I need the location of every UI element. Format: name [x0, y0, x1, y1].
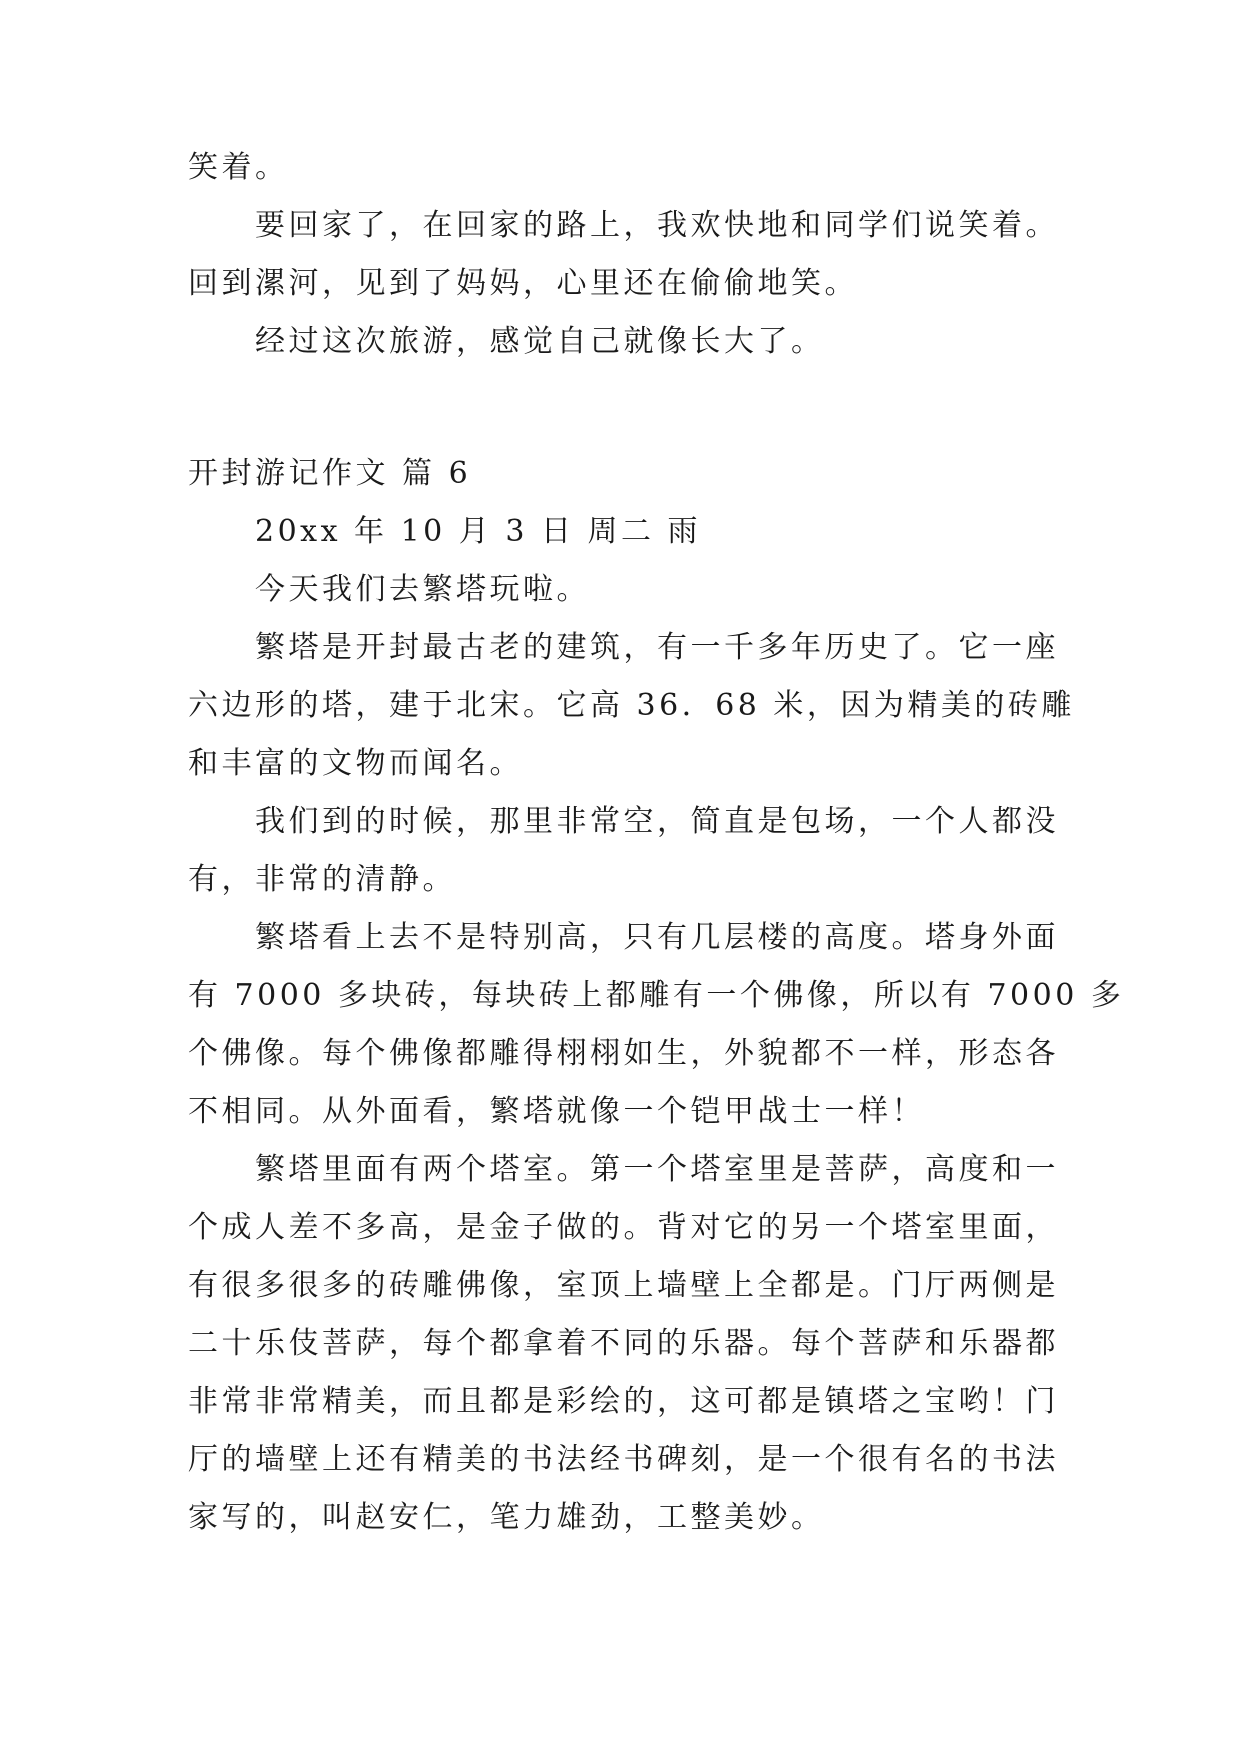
text-line: 非常非常精美，而且都是彩绘的，这可都是镇塔之宝哟！门: [188, 1384, 1059, 1419]
date-line: 20xx 年 10 月 3 日 周二 雨: [255, 514, 702, 549]
paragraph-first-line: 经过这次旅游，感觉自己就像长大了。: [255, 324, 825, 359]
paragraph-first-line: 繁塔里面有两个塔室。第一个塔室里是菩萨，高度和一: [255, 1152, 1059, 1187]
text-line: 有很多很多的砖雕佛像，室顶上墙壁上全都是。门厅两侧是: [188, 1268, 1059, 1303]
text-line: 个佛像。每个佛像都雕得栩栩如生，外貌都不一样，形态各: [188, 1036, 1059, 1071]
text-line: 厅的墙壁上还有精美的书法经书碑刻，是一个很有名的书法: [188, 1442, 1059, 1477]
text-line: 个成人差不多高，是金子做的。背对它的另一个塔室里面，: [188, 1210, 1059, 1245]
text-line: 和丰富的文物而闻名。: [188, 746, 523, 781]
text-line: 笑着。: [188, 150, 289, 185]
paragraph-first-line: 繁塔看上去不是特别高，只有几层楼的高度。塔身外面: [255, 920, 1059, 955]
paragraph-first-line: 我们到的时候，那里非常空，简直是包场，一个人都没: [255, 804, 1059, 839]
text-line: 回到漯河，见到了妈妈，心里还在偷偷地笑。: [188, 266, 858, 301]
text-line: 有，非常的清静。: [188, 862, 456, 897]
paragraph-first-line: 今天我们去繁塔玩啦。: [255, 572, 590, 607]
text-line: 有 7000 多块砖，每块砖上都雕有一个佛像，所以有 7000 多: [188, 978, 1125, 1013]
text-line: 家写的，叫赵安仁，笔力雄劲，工整美妙。: [188, 1500, 825, 1535]
text-line: 不相同。从外面看，繁塔就像一个铠甲战士一样！: [188, 1094, 925, 1129]
paragraph-first-line: 要回家了，在回家的路上，我欢快地和同学们说笑着。: [255, 208, 1059, 243]
text-line: 二十乐伎菩萨，每个都拿着不同的乐器。每个菩萨和乐器都: [188, 1326, 1059, 1361]
text-line: 六边形的塔，建于北宋。它高 36．68 米，因为精美的砖雕: [188, 688, 1075, 723]
paragraph-first-line: 繁塔是开封最古老的建筑，有一千多年历史了。它一座: [255, 630, 1059, 665]
section-heading: 开封游记作文 篇 6: [188, 456, 472, 491]
